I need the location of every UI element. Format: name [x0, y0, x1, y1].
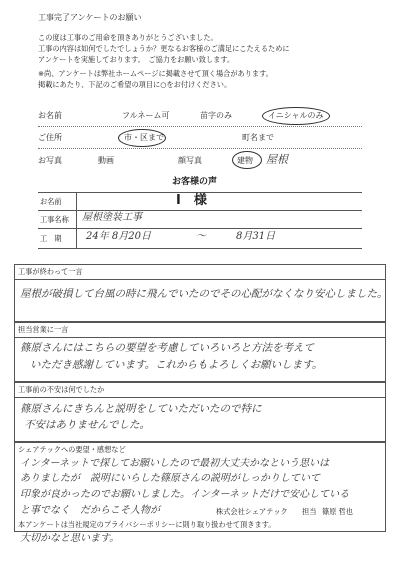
option-fullname: フルネーム可 — [122, 111, 170, 120]
comment-line: 大切かなと思います。 — [20, 533, 120, 544]
comment-line: ありましたが 説明にいらした篠原さんの説明がしっかりしていて — [20, 473, 320, 484]
comment-line: 印象が良かったのでお願いしました。インターネットだけで安心している — [20, 489, 350, 500]
photo-note-handwritten: 屋根 — [266, 153, 288, 166]
work-name-value: 屋根塗装工事 — [82, 212, 142, 223]
section-heading: 工事が終わって一言 — [18, 267, 83, 276]
period-label: 工 期 — [40, 234, 62, 243]
period-start: 24年 8月20日 — [86, 231, 151, 242]
document-title: 工事完了アンケートのお願い — [38, 13, 142, 22]
section-heading-divider — [14, 279, 385, 280]
intro-line: 工事の内容は如何でしたでしょうか？更なるお客様のご満足にこたえるために — [38, 44, 290, 53]
company-name: 株式会社シェアテック — [216, 507, 288, 516]
intro-line: 掲載にあたり、下記のご希望の項目に○をお付けください。 — [38, 80, 232, 89]
intro-line: この度は工事のご用命を頂きありがとうございました。 — [38, 33, 218, 42]
comment-line: と事でなく だからこそ人物が — [20, 505, 160, 516]
option-photo-label: お写真 — [38, 156, 62, 165]
table-border — [38, 248, 362, 249]
intro-line: アンケートを実施しております。 ご協力をお願い致します。 — [38, 55, 235, 64]
comment-line: 篠原さんにきちんと説明をしていただいたので特に — [20, 403, 262, 415]
privacy-footer: 本アンケートは当社規定のプライバシーポリシーに則り取り扱わせて頂きます。 — [18, 520, 276, 529]
customer-name-value: I 様 — [176, 193, 207, 208]
comment-line: 篠原さんにはこちらの要望を考慮していろいろと方法を考えて — [20, 342, 314, 354]
comment-line: インターネットで探してお願いしたので最初大丈夫かなという思いは — [20, 458, 330, 469]
comment-line: いただき感謝しています。これからもよろしくお願いします。 — [30, 359, 323, 371]
section-heading: 担当営業に一言 — [18, 325, 69, 334]
section-heading: 工事前の不安は何でしたか — [18, 385, 105, 394]
section-heading-divider — [14, 397, 385, 398]
option-address-label: ご住所 — [38, 133, 62, 142]
intro-line: ※尚、アンケートは弊社ホームページに掲載させて頂く場合があります。 — [38, 69, 273, 78]
section-heading: シェアテックへの要望・感想など — [18, 445, 126, 454]
staff-name: 篠原 哲也 — [322, 507, 354, 516]
comment-line: 不安はありませんでした。 — [24, 419, 150, 431]
staff-label: 担当 — [302, 507, 317, 516]
comment-line: 屋根が破損して台風の時に飛んでいたのでその心配がなくなり安心しました。 — [20, 288, 388, 300]
option-face-photo: 顔写真 — [178, 156, 202, 165]
comment-box — [14, 442, 386, 532]
option-building: 建物 — [237, 156, 253, 165]
option-surname-only: 苗字のみ — [200, 111, 232, 120]
option-initials-only: イニシャルのみ — [268, 111, 324, 120]
row-divider — [38, 126, 362, 127]
table-border — [38, 210, 362, 211]
voice-title: お客様の声 — [172, 177, 218, 187]
table-divider — [76, 192, 77, 248]
section-heading-divider — [14, 337, 385, 338]
option-video: 動画 — [98, 156, 114, 165]
customer-name-label: お名前 — [40, 197, 62, 206]
option-town: 町名まで — [242, 133, 274, 142]
row-divider — [38, 148, 362, 149]
work-name-label: 工事名称 — [40, 215, 69, 224]
option-city-ward: 市・区まで — [124, 133, 164, 142]
period-separator: 〜 — [196, 231, 206, 242]
period-end: 8月31日 — [236, 231, 276, 242]
option-name-label: お名前 — [38, 111, 62, 120]
table-border — [38, 228, 362, 229]
